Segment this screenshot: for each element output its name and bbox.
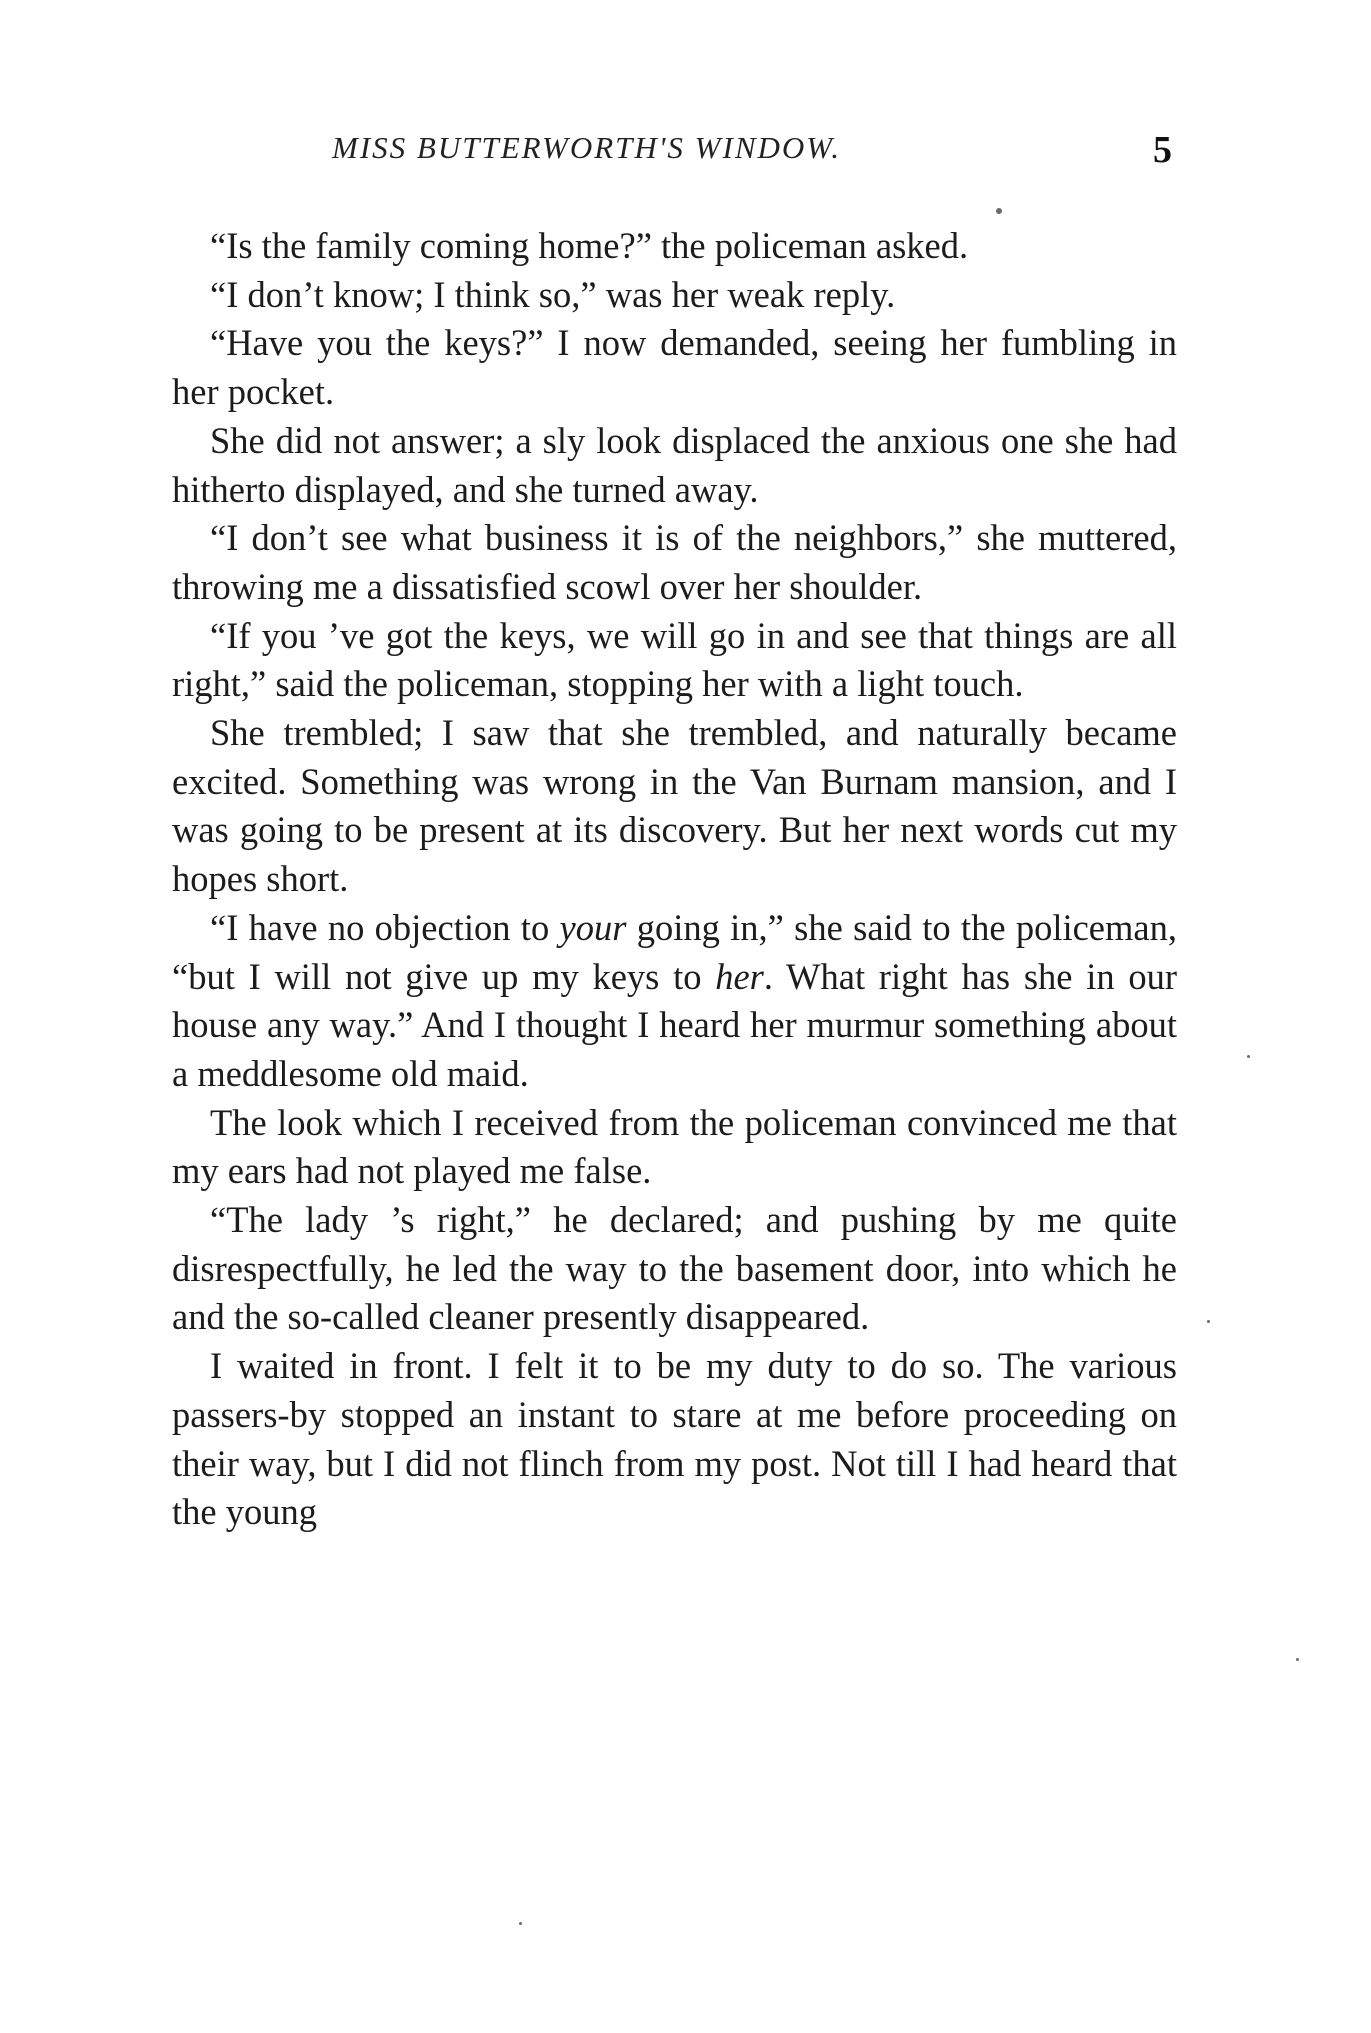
paragraph-1: “Is the family coming home?” the policeman asked. [210, 225, 969, 266]
paragraph-4: She did not answer; a sly look displaced the anxious one she had hitherto displayed, and she turned away. [172, 419, 1177, 510]
paragraph-10: “The lady ’s right,” he declared; and pushing by me quite disrespectfully, he led the way to the basement door, into which he and the so-called cleaner presently disappeared. [172, 1199, 1177, 1338]
paragraph-9: The look which I received from the policeman convinced me that my ears had not played me false. [172, 1101, 1177, 1192]
scan-speck [1296, 1658, 1299, 1661]
paragraph-2: “I don’t know; I think so,” was her weak reply. [210, 273, 896, 315]
paragraph-11: I waited in front. I felt it to be my duty to do so. The various passers-by stopped an instant to stare at me before proceeding on their way, but I did not flinch from my post. Not till I had heard that the young [172, 1345, 1177, 1533]
paragraph-8-middle: going in,” she said to the policeman, “but I will not give up my keys to [172, 906, 1177, 997]
paragraph-5: “I don’t see what business it is of the neighbors,” she muttered, throwing me a dissatisfied scowl over her shoulder. [172, 517, 1177, 607]
paragraph-8 [172, 904, 1177, 1099]
body-text [172, 222, 1177, 1537]
scan-speck [996, 208, 1002, 214]
emphasis-her: her [715, 955, 764, 997]
paragraph-3: “Have you the keys?” I now demanded, seeing her fumbling in her pocket. [172, 322, 1177, 413]
emphasis-your: your [559, 906, 627, 948]
running-header [172, 130, 1182, 180]
scan-speck [1207, 1320, 1210, 1323]
scan-speck [1247, 1055, 1250, 1058]
scan-speck [519, 1922, 522, 1925]
paragraph-6: “If you ’ve got the keys, we will go in and see that things are all right,” said the policeman, stopping her with a light touch. [172, 614, 1177, 705]
page-number: 5 [1153, 129, 1172, 171]
running-title: MISS BUTTERWORTH'S WINDOW. [332, 130, 841, 165]
paragraph-7: She trembled; I saw that she trembled, and naturally became excited. Something was wrong in the Van Burnam mansion, and I was going to be present at its discovery. But her next words cut my hopes short. [172, 712, 1177, 900]
paragraph-8-before: “I have no objection to [210, 906, 560, 948]
paragraph-8-after: . What right has she in our house any way.” And I thought I heard her murmur something about a meddlesome old maid. [172, 955, 1177, 1094]
